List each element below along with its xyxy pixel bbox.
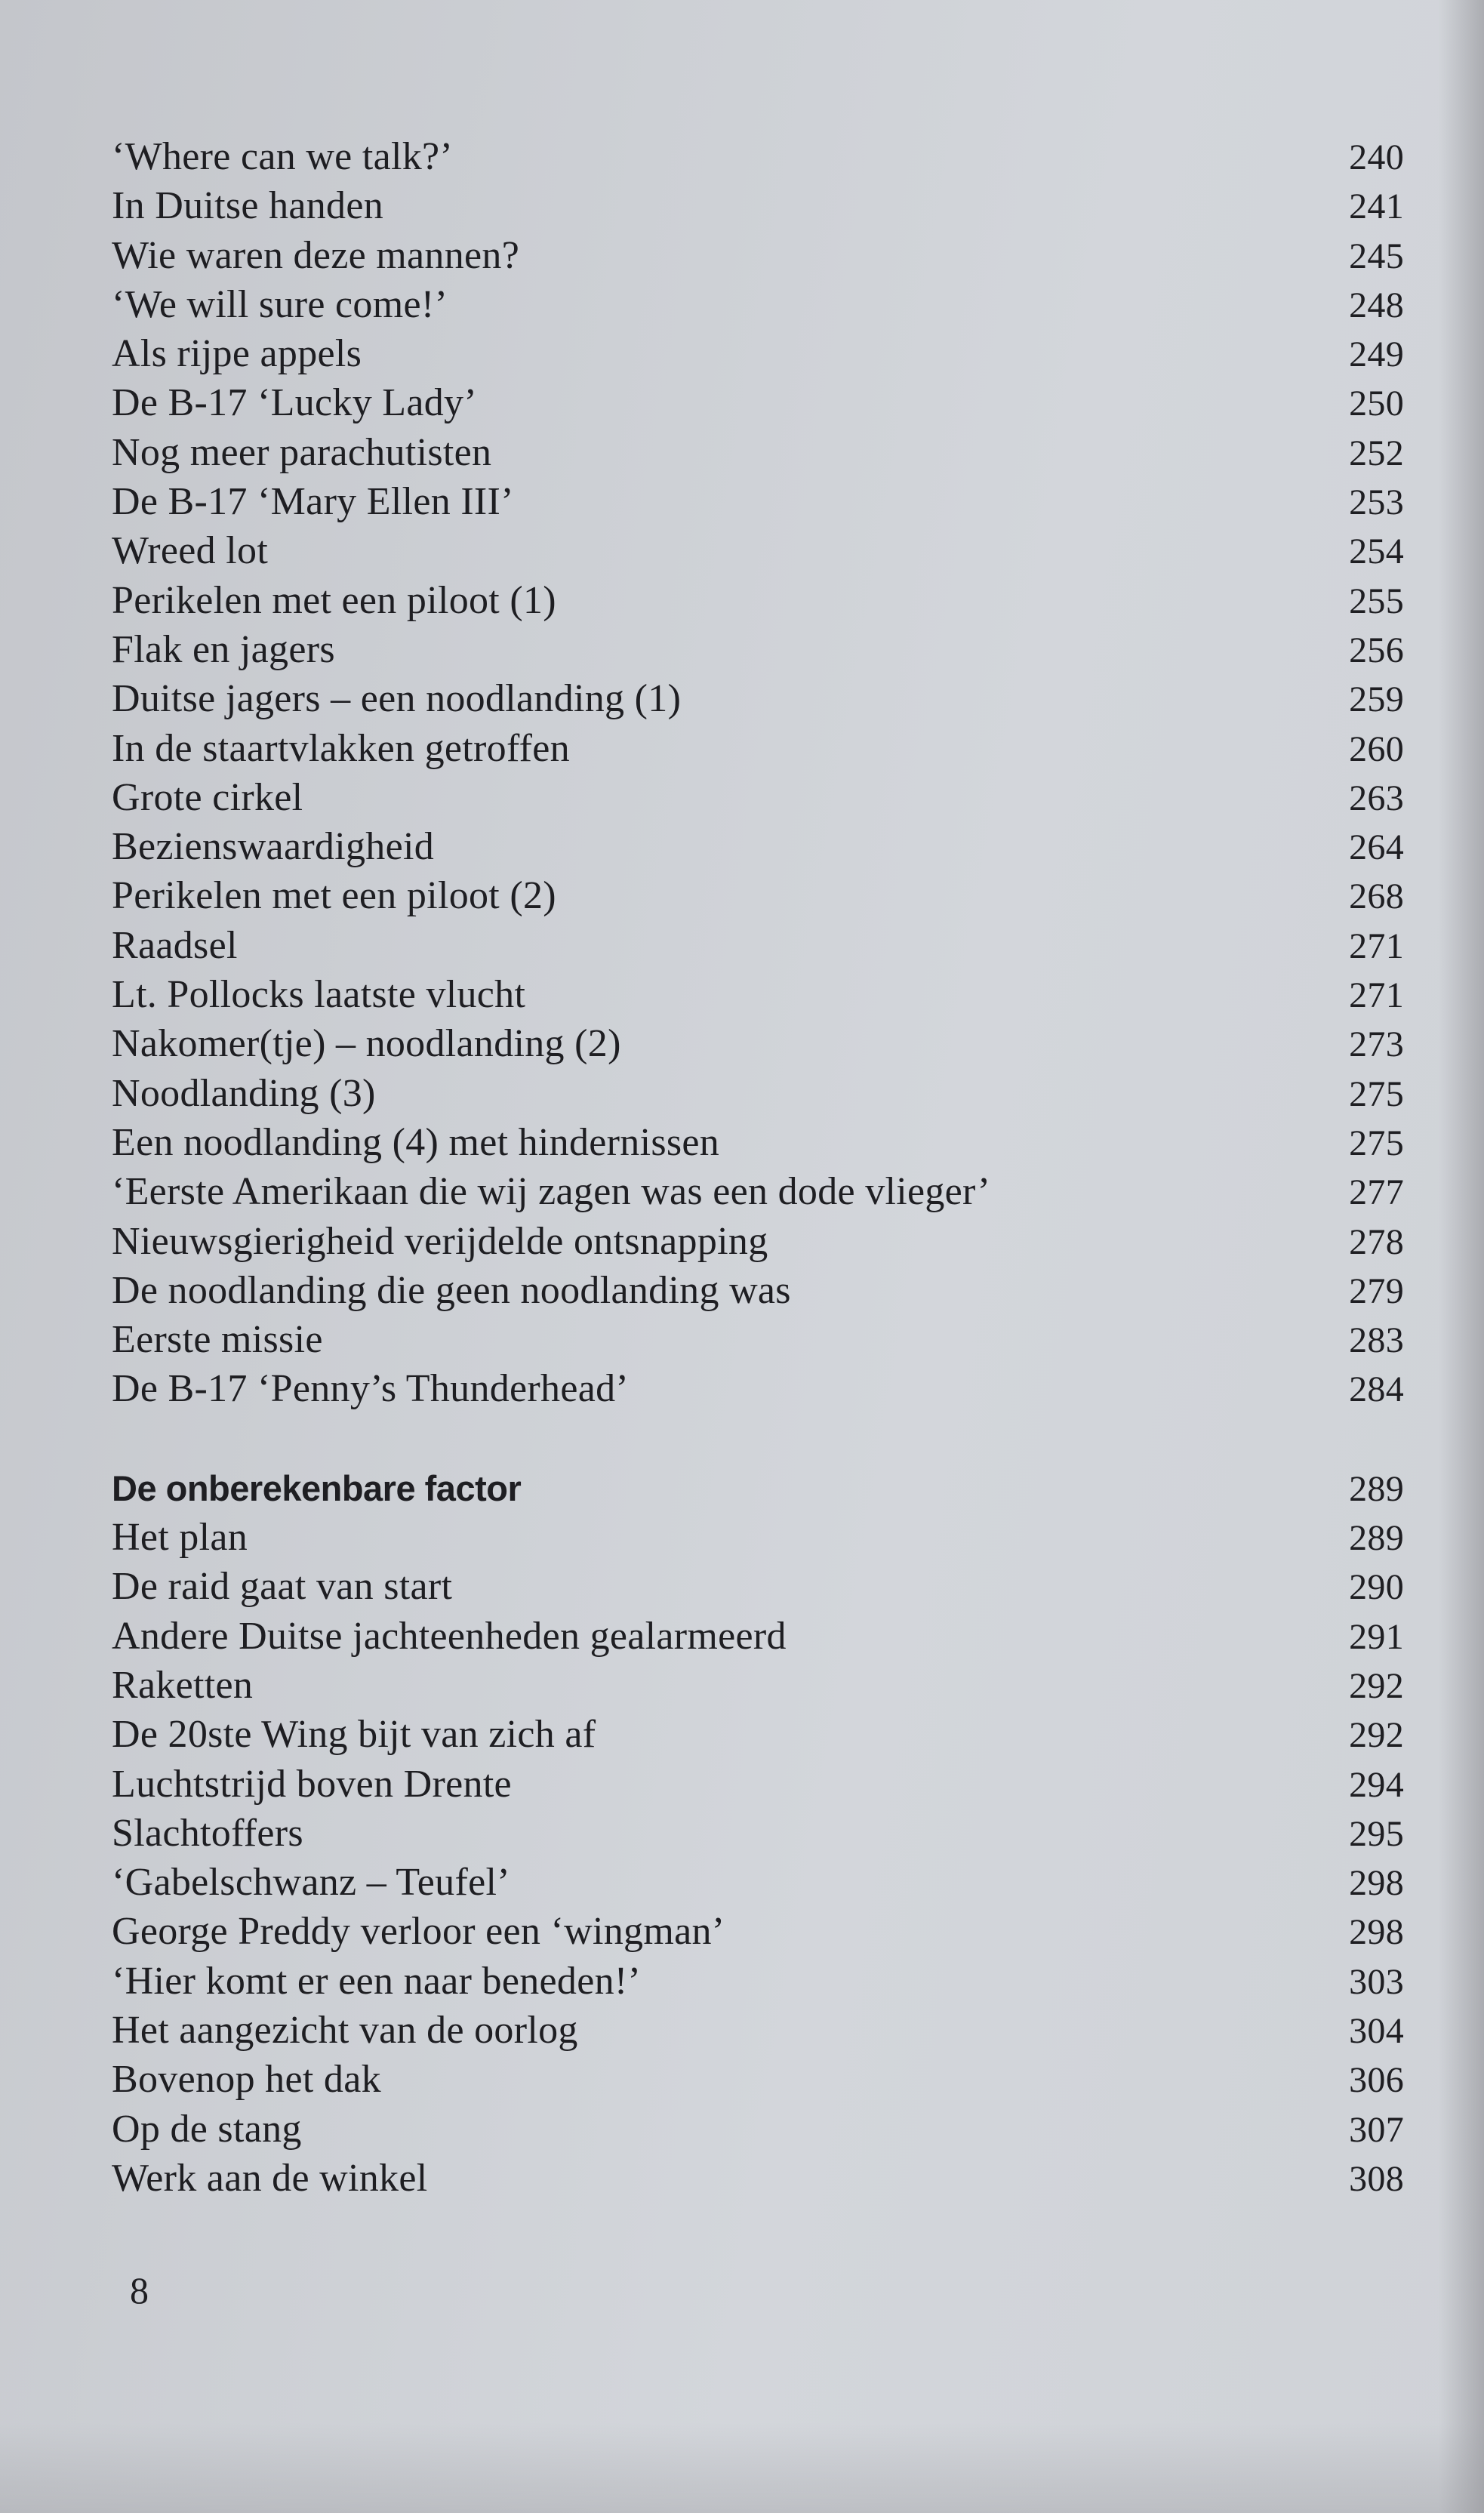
toc-entry-title: Perikelen met een piloot (1) — [112, 578, 556, 622]
toc-entry-page: 298 — [1349, 1863, 1404, 1904]
toc-entry-page: 277 — [1349, 1172, 1404, 1213]
toc-entry-title: ‘Gabelschwanz – Teufel’ — [112, 1861, 510, 1905]
toc-entry — [112, 1069, 1410, 1118]
toc-entry-title: De noodlanding die geen noodlanding was — [112, 1268, 791, 1312]
toc-entry-page: 292 — [1349, 1715, 1404, 1756]
toc-entry-page: 290 — [1349, 1567, 1404, 1608]
toc-entry-title: De 20ste Wing bijt van zich af — [112, 1713, 596, 1757]
toc-entry-title: Wreed lot — [112, 529, 269, 573]
toc-entry — [112, 526, 1410, 575]
toc-entry-title: Nakomer(tje) – noodlanding (2) — [112, 1022, 621, 1066]
toc-entry — [112, 1513, 1410, 1562]
toc-entry-title: Raadsel — [112, 923, 238, 967]
toc-entry-title: Slachtoffers — [112, 1811, 303, 1855]
toc-entry-page: 279 — [1349, 1270, 1404, 1311]
toc-entry-title: Flak en jagers — [112, 627, 335, 671]
toc-entry — [112, 1612, 1410, 1661]
toc-entry-page: 271 — [1349, 975, 1404, 1016]
toc-entry-title: De onberekenbare factor — [112, 1467, 522, 1508]
toc-entry-title: Raketten — [112, 1663, 254, 1707]
toc-entry-title: In Duitse handen — [112, 184, 384, 228]
toc-entry-page: 273 — [1349, 1024, 1404, 1065]
toc-entry-page: 271 — [1349, 925, 1404, 966]
toc-entry-page: 275 — [1349, 1073, 1404, 1114]
toc-entry-title: ‘Where can we talk?’ — [112, 135, 454, 178]
toc-entry-title: Bovenop het dak — [112, 2058, 381, 2102]
toc-entry — [112, 1710, 1410, 1759]
toc-entry-title: Perikelen met een piloot (2) — [112, 874, 556, 918]
toc-entry-page: 252 — [1349, 433, 1404, 473]
toc-section — [112, 132, 1410, 1414]
toc-entry-title: Het plan — [112, 1516, 248, 1560]
toc-entry — [112, 921, 1410, 970]
toc-entry-page: 248 — [1349, 285, 1404, 325]
toc-entry-title: Een noodlanding (4) met hindernissen — [112, 1120, 720, 1164]
toc-entry-title: ‘Hier komt er een naar beneden!’ — [112, 1959, 642, 2003]
toc-entry — [112, 2105, 1410, 2154]
toc-entry-page: 245 — [1349, 236, 1404, 276]
toc-entry-title: Nog meer parachutisten — [112, 430, 492, 474]
toc-entry-title: Als rijpe appels — [112, 332, 362, 376]
toc-entry-title: Lt. Pollocks laatste vlucht — [112, 973, 526, 1017]
toc-entry-page: 308 — [1349, 2158, 1404, 2199]
toc-entry-page: 264 — [1349, 827, 1404, 868]
toc-entry — [112, 724, 1410, 773]
toc-entry — [112, 970, 1410, 1019]
toc-entry-page: 250 — [1349, 383, 1404, 424]
toc-entry-page: 241 — [1349, 186, 1404, 227]
toc-entry-title: Duitse jagers – een noodlanding (1) — [112, 677, 682, 721]
toc-entry-page: 249 — [1349, 334, 1404, 375]
toc-entry-page: 263 — [1349, 778, 1404, 818]
toc-entry-page: 284 — [1349, 1369, 1404, 1410]
toc-entry-title: Nieuwsgierigheid verijdelde ontsnapping — [112, 1219, 768, 1263]
toc-entry-page: 306 — [1349, 2060, 1404, 2101]
toc-entry — [112, 329, 1410, 378]
toc-entry-title: In de staartvlakken getroffen — [112, 726, 570, 770]
toc-entry-page: 253 — [1349, 482, 1404, 523]
toc-entry-page: 278 — [1349, 1221, 1404, 1262]
toc-entry — [112, 1661, 1410, 1710]
toc-entry-title: Eerste missie — [112, 1318, 323, 1362]
toc-entry-page: 283 — [1349, 1320, 1404, 1361]
toc-entry-page: 256 — [1349, 630, 1404, 670]
toc-entry — [112, 871, 1410, 920]
toc-entry — [112, 181, 1410, 230]
toc-entry-title: ‘Eerste Amerikaan die wij zagen was een dode vlieger’ — [112, 1170, 991, 1214]
toc-entry-title: Op de stang — [112, 2107, 302, 2151]
toc-entry-page: 240 — [1349, 137, 1404, 177]
toc-section — [112, 1464, 1410, 2203]
toc-entry-page: 304 — [1349, 2010, 1404, 2051]
toc-entry — [112, 773, 1410, 822]
toc-entry-title: De B-17 ‘Penny’s Thunderhead’ — [112, 1367, 630, 1411]
toc-entry-page: 307 — [1349, 2109, 1404, 2150]
toc-entry-title: ‘We will sure come!’ — [112, 282, 448, 326]
toc-entry — [112, 1118, 1410, 1167]
toc-entry-title: Bezienswaardigheid — [112, 825, 435, 869]
toc-entry-page: 303 — [1349, 1961, 1404, 2002]
toc-entry — [112, 1957, 1410, 2006]
toc-entry-page: 289 — [1349, 1518, 1404, 1559]
page-number: 8 — [130, 2269, 149, 2311]
toc-entry — [112, 1809, 1410, 1858]
toc-entry-title: Grote cirkel — [112, 775, 303, 819]
toc-entry — [112, 1760, 1410, 1809]
toc-entry-page: 291 — [1349, 1616, 1404, 1657]
table-of-contents — [112, 132, 1410, 2203]
toc-entry — [112, 674, 1410, 723]
toc-entry-page: 259 — [1349, 679, 1404, 720]
toc-entry — [112, 477, 1410, 526]
toc-entry — [112, 576, 1410, 625]
toc-entry-page: 298 — [1349, 1912, 1404, 1953]
toc-entry-title: Andere Duitse jachteenheden gealarmeerd — [112, 1614, 787, 1658]
toc-entry — [112, 132, 1410, 181]
toc-entry-title: De B-17 ‘Mary Ellen III’ — [112, 480, 514, 524]
toc-entry-page: 294 — [1349, 1764, 1404, 1805]
toc-entry — [112, 2006, 1410, 2055]
toc-entry — [112, 1858, 1410, 1907]
toc-entry — [112, 1266, 1410, 1315]
toc-entry-page: 255 — [1349, 581, 1404, 621]
toc-entry-page: 275 — [1349, 1123, 1404, 1163]
toc-section-heading — [112, 1464, 1410, 1513]
toc-entry-title: De raid gaat van start — [112, 1565, 453, 1609]
toc-entry — [112, 1315, 1410, 1364]
toc-entry — [112, 1907, 1410, 1956]
toc-entry — [112, 2154, 1410, 2203]
toc-entry-title: De B-17 ‘Lucky Lady’ — [112, 381, 477, 425]
toc-entry — [112, 2055, 1410, 2104]
toc-entry — [112, 625, 1410, 674]
toc-entry-title: Werk aan de winkel — [112, 2156, 428, 2200]
toc-entry — [112, 231, 1410, 280]
toc-entry-title: George Preddy verloor een ‘wingman’ — [112, 1910, 725, 1954]
toc-entry-page: 268 — [1349, 876, 1404, 917]
toc-entry-title: Wie waren deze mannen? — [112, 233, 520, 277]
toc-entry-page: 295 — [1349, 1813, 1404, 1854]
toc-entry — [112, 280, 1410, 329]
toc-entry — [112, 1217, 1410, 1266]
toc-entry-title: Noodlanding (3) — [112, 1071, 376, 1115]
toc-entry — [112, 1019, 1410, 1068]
toc-entry — [112, 428, 1410, 477]
toc-entry-title: Het aangezicht van de oorlog — [112, 2008, 578, 2052]
toc-entry-page: 260 — [1349, 728, 1404, 769]
page-bottom-shadow — [0, 2422, 1484, 2513]
toc-entry-page: 292 — [1349, 1665, 1404, 1706]
toc-entry-page: 289 — [1349, 1468, 1404, 1509]
toc-entry — [112, 378, 1410, 427]
toc-entry-title: Luchtstrijd boven Drente — [112, 1762, 512, 1806]
toc-entry — [112, 1364, 1410, 1413]
toc-entry — [112, 1167, 1410, 1216]
toc-entry — [112, 1562, 1410, 1611]
toc-entry — [112, 822, 1410, 871]
toc-entry-page: 254 — [1349, 531, 1404, 572]
page-edge-shadow — [1439, 0, 1484, 2513]
